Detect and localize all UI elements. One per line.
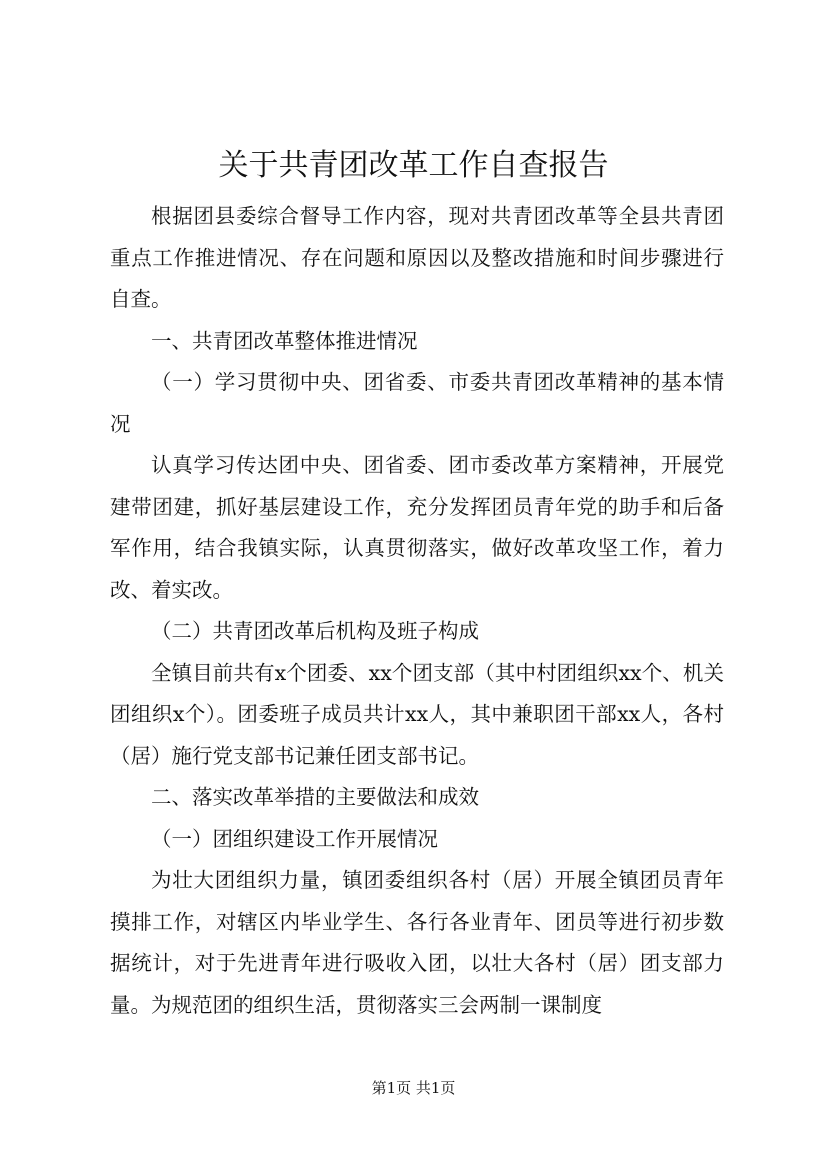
document-body	[110, 196, 724, 1026]
paragraph-1-2: 全镇目前共有x个团委、xx个团支部（其中村团组织xx个、机关团组织x个）。团委班子成员共计xx人，其中兼职团干部xx人，各村（居）施行党支部书记兼任团支部书记。	[110, 660, 724, 768]
paragraph-1-1: 认真学习传达团中央、团省委、团市委改革方案精神，开展党建带团建，抓好基层建设工作，充分发挥团员青年党的助手和后备军作用，结合我镇实际，认真贯彻落实，做好改革攻坚工作，着力改、着实改。	[110, 453, 724, 602]
page-number-label: 第1页 共1页	[371, 1079, 456, 1097]
paragraph-intro: 根据团县委综合督导工作内容，现对共青团改革等全县共青团重点工作推进情况、存在问题和原因以及整改措施和时间步骤进行自查。	[110, 204, 724, 311]
document-title: 关于共青团改革工作自查报告	[218, 148, 609, 183]
page-footer	[0, 1078, 827, 1098]
heading-section-2: 二、落实改革举措的主要做法和成效	[151, 785, 479, 809]
heading-section-1: 一、共青团改革整体推进情况	[151, 328, 418, 353]
subheading-1-2: （二）共青团改革后机构及班子构成	[151, 619, 479, 643]
paragraph-2-1: 为壮大团组织力量，镇团委组织各村（居）开展全镇团员青年摸排工作，对辖区内毕业学生、各行各业青年、团员等进行初步数据统计，对于先进青年进行吸收入团，以壮大各村（居）团支部力量。为规范团的组织生活，贯彻落实三会两制一课制度	[110, 868, 724, 1017]
subheading-2-1: （一）团组织建设工作开展情况	[151, 826, 438, 851]
subheading-1-1: （一）学习贯彻中央、团省委、市委共青团改革精神的基本情况	[110, 370, 724, 436]
